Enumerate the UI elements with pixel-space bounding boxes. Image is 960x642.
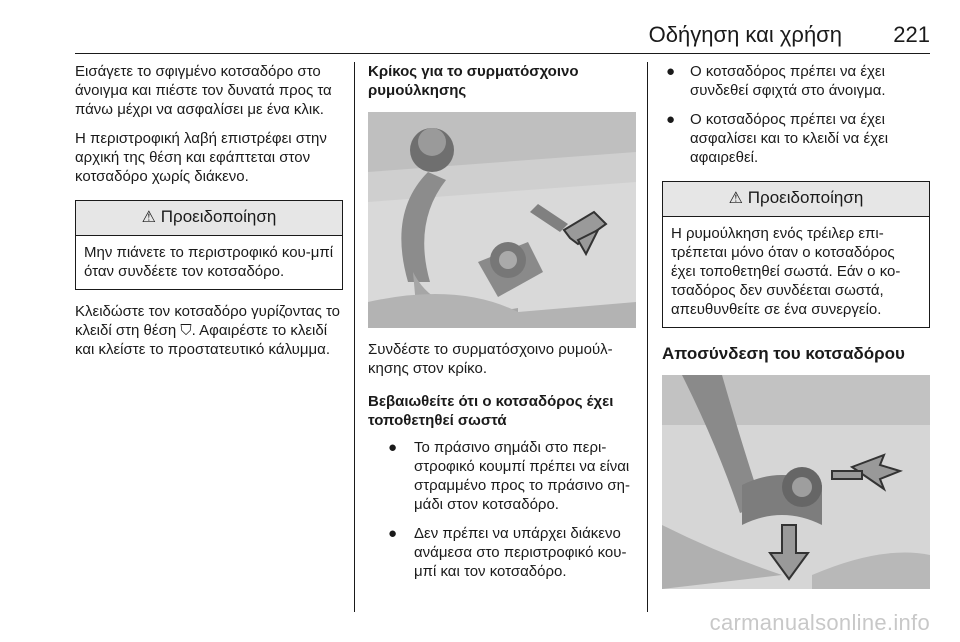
column-divider bbox=[647, 62, 648, 612]
list-item: ● Ο κοτσαδόρος πρέπει να έχει ασφαλίσει και το κλειδί να έχει αφαιρεθεί. bbox=[666, 111, 889, 166]
warning-box bbox=[75, 200, 343, 290]
paragraph: Η περιστροφική λαβή επιστρέφει στην αρχική της θέση και εφάπτεται στον κοτσαδόρο χωρίς διάκενο. bbox=[75, 130, 327, 185]
column-3 bbox=[662, 62, 930, 601]
column-divider bbox=[354, 62, 355, 612]
warning-title: Προειδοποίηση bbox=[160, 207, 277, 226]
column-1 bbox=[75, 62, 343, 369]
bullet-icon: ● bbox=[666, 63, 676, 80]
paragraph: Κλειδώστε τον κοτσαδόρο γυρίζοντας το κλειδί στη θέση ⛉. Αφαιρέστε το κλειδί και κλείστε το προστατευτικό κάλυμμα. bbox=[75, 303, 341, 358]
subheading: Βεβαιωθείτε ότι ο κοτσαδόρος έχει τοποθετηθεί σωστά bbox=[368, 393, 614, 429]
warning-triangle-icon: ⚠ bbox=[141, 209, 157, 226]
page-number: 221 bbox=[893, 22, 930, 47]
list-item: ● Το πράσινο σημάδι στο περι-στροφικό κουμπί πρέπει να είναι στραμμένο προς το πράσινο ση-μάδι στον κοτσαδόρο. bbox=[388, 439, 630, 513]
tow-hook-attachment-ring-illustration bbox=[368, 112, 636, 328]
bullet-icon: ● bbox=[666, 111, 676, 128]
warning-header bbox=[663, 182, 929, 217]
bullet-icon: ● bbox=[388, 525, 398, 542]
column-2 bbox=[368, 62, 636, 591]
tow-hook-removal-illustration bbox=[662, 375, 930, 589]
watermark: carmanualsonline.info bbox=[709, 610, 930, 635]
warning-body: Η ρυμούλκηση ενός τρέιλερ επι-τρέπεται μόνο όταν ο κοτσαδόρος έχει τοποθετηθεί σωστά. Εάν ο κο-τσαδόρος δεν συνδέεται σωστά, απευθυνθείτε σε ένα συνεργείο. bbox=[671, 225, 901, 318]
header-rule bbox=[75, 53, 930, 54]
warning-box bbox=[662, 181, 930, 328]
bullet-icon: ● bbox=[388, 439, 398, 456]
paragraph: Εισάγετε το σφιγμένο κοτσαδόρο στο άνοιγμα και πιέστε τον δυνατά προς τα πάνω μέχρι να ασφαλίσει με ένα κλικ. bbox=[75, 63, 332, 118]
warning-triangle-icon: ⚠ bbox=[728, 190, 744, 207]
section-heading: Κρίκος για το συρματόσχοινο ρυμούλκησης bbox=[368, 63, 579, 99]
warning-title: Προειδοποίηση bbox=[747, 188, 864, 207]
warning-header bbox=[76, 201, 342, 236]
bullet-list bbox=[662, 62, 930, 167]
paragraph: Συνδέστε το συρματόσχοινο ρυμούλ-κησης στον κρίκο. bbox=[368, 341, 613, 377]
running-header-title: Οδήγηση και χρήση bbox=[648, 22, 842, 47]
list-item: ● Δεν πρέπει να υπάρχει διάκενο ανάμεσα στο περιστροφικό κου-μπί και τον κοτσαδόρο. bbox=[388, 525, 627, 580]
list-item: ● Ο κοτσαδόρος πρέπει να έχει συνδεθεί σφιχτά στο άνοιγμα. bbox=[666, 63, 886, 99]
section-heading: Αποσύνδεση του κοτσαδόρου bbox=[662, 344, 905, 363]
bullet-list bbox=[368, 438, 636, 581]
warning-body: Μην πιάνετε το περιστροφικό κου-μπί όταν συνδέετε τον κοτσαδόρο. bbox=[84, 244, 334, 280]
